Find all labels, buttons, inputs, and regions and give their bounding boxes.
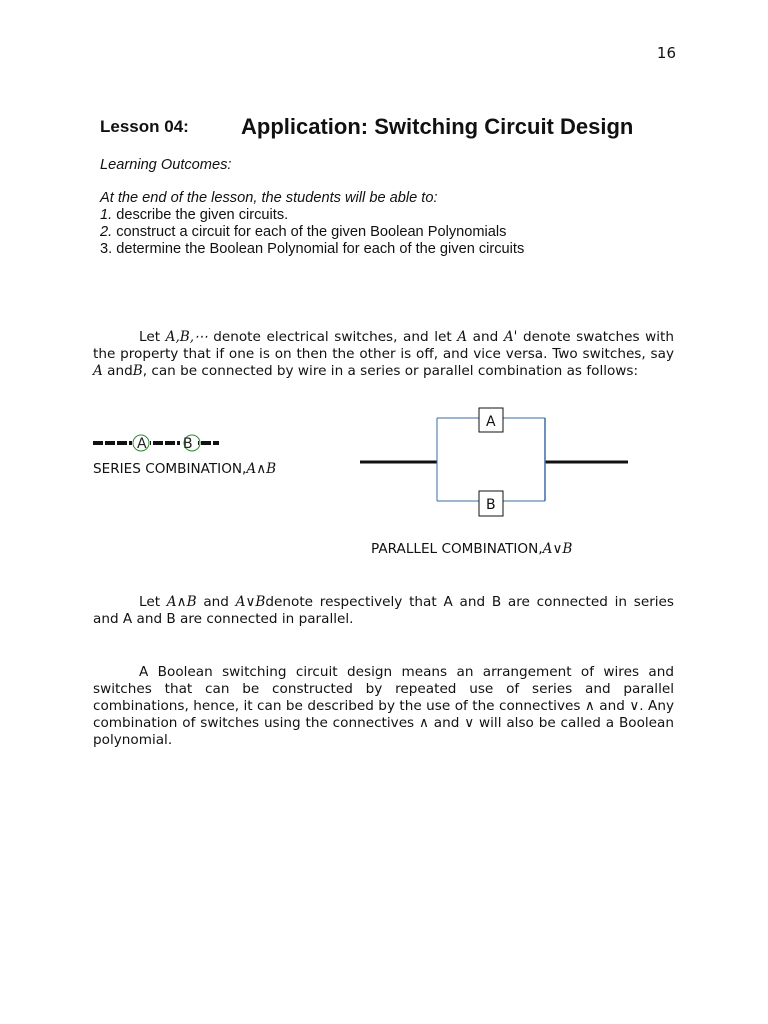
outcomes-heading: Learning Outcomes: xyxy=(100,157,232,173)
parallel-circuit-diagram xyxy=(355,400,635,525)
page-number: 16 xyxy=(656,44,676,62)
outcome-number: 1. xyxy=(100,207,113,224)
outcome-text: determine the Boolean Polynomial for each of the given circuits xyxy=(112,240,525,257)
text-run: Let xyxy=(139,594,167,610)
outcome-item xyxy=(100,241,700,258)
text-run: and xyxy=(467,329,504,345)
outcomes-intro: At the end of the lesson, the students will be able to: xyxy=(100,190,438,207)
parallel-switch-a-label: A xyxy=(486,414,496,430)
outcome-text: construct a circuit for each of the given Boolean Polynomials xyxy=(112,223,507,240)
series-switch-a-label: A xyxy=(137,436,147,452)
series-combination-caption xyxy=(93,461,276,477)
outcome-item xyxy=(100,224,700,241)
caption-math: A∨B xyxy=(542,541,573,557)
text-run: , can be connected by wire in a series or parallel combination as follows: xyxy=(142,363,639,379)
learning-outcomes xyxy=(100,157,700,257)
lesson-label: Lesson 04: xyxy=(100,117,189,136)
outcome-number: 2. xyxy=(100,223,113,240)
text-run: A Boolean switching circuit design means an arrangement of wires and switches that can be constructed by repeated use of series and parallel combinations, hence, it can be described by the use of the connectives ∧ and ∨. Any combination of switches using the connectives ∧ and ∨ will also be called a Boolean polynomial. xyxy=(93,664,674,748)
notation-paragraph xyxy=(93,594,674,628)
math-run: A' xyxy=(503,329,518,345)
math-run: A xyxy=(457,329,468,345)
boolean-polynomial-paragraph xyxy=(93,664,674,749)
outcome-item xyxy=(100,207,700,224)
text-run: denote electrical switches, and let xyxy=(207,329,458,345)
outcome-text: describe the given circuits. xyxy=(112,207,289,224)
text-run: denote swatches with the property that if one is on then the other is off, and vice versa. Two switches, say xyxy=(93,329,674,362)
math-run: B xyxy=(132,363,143,379)
text-run: and xyxy=(102,363,133,379)
lesson-title: Application: Switching Circuit Design xyxy=(241,114,634,139)
series-switch-b-label: B xyxy=(183,436,193,452)
math-run: A∨B xyxy=(235,594,266,610)
parallel-combination-caption xyxy=(371,541,572,557)
math-run: A∧B xyxy=(166,594,197,610)
text-run: and xyxy=(196,594,236,610)
outcome-number: 3. xyxy=(100,240,113,257)
caption-text: SERIES COMBINATION, xyxy=(93,461,247,477)
caption-text: PARALLEL COMBINATION, xyxy=(371,541,543,557)
parallel-switch-b-label: B xyxy=(486,497,496,513)
text-run: Let xyxy=(139,329,166,345)
switches-intro-paragraph xyxy=(93,329,674,380)
text-run: denote respectively that A and B are connected in series and A and B are connected in parallel. xyxy=(93,594,675,627)
series-circuit-diagram xyxy=(88,430,228,454)
caption-math: A∧B xyxy=(246,461,277,477)
math-run: A xyxy=(93,363,103,379)
math-run: A,B,⋯ xyxy=(165,329,208,345)
